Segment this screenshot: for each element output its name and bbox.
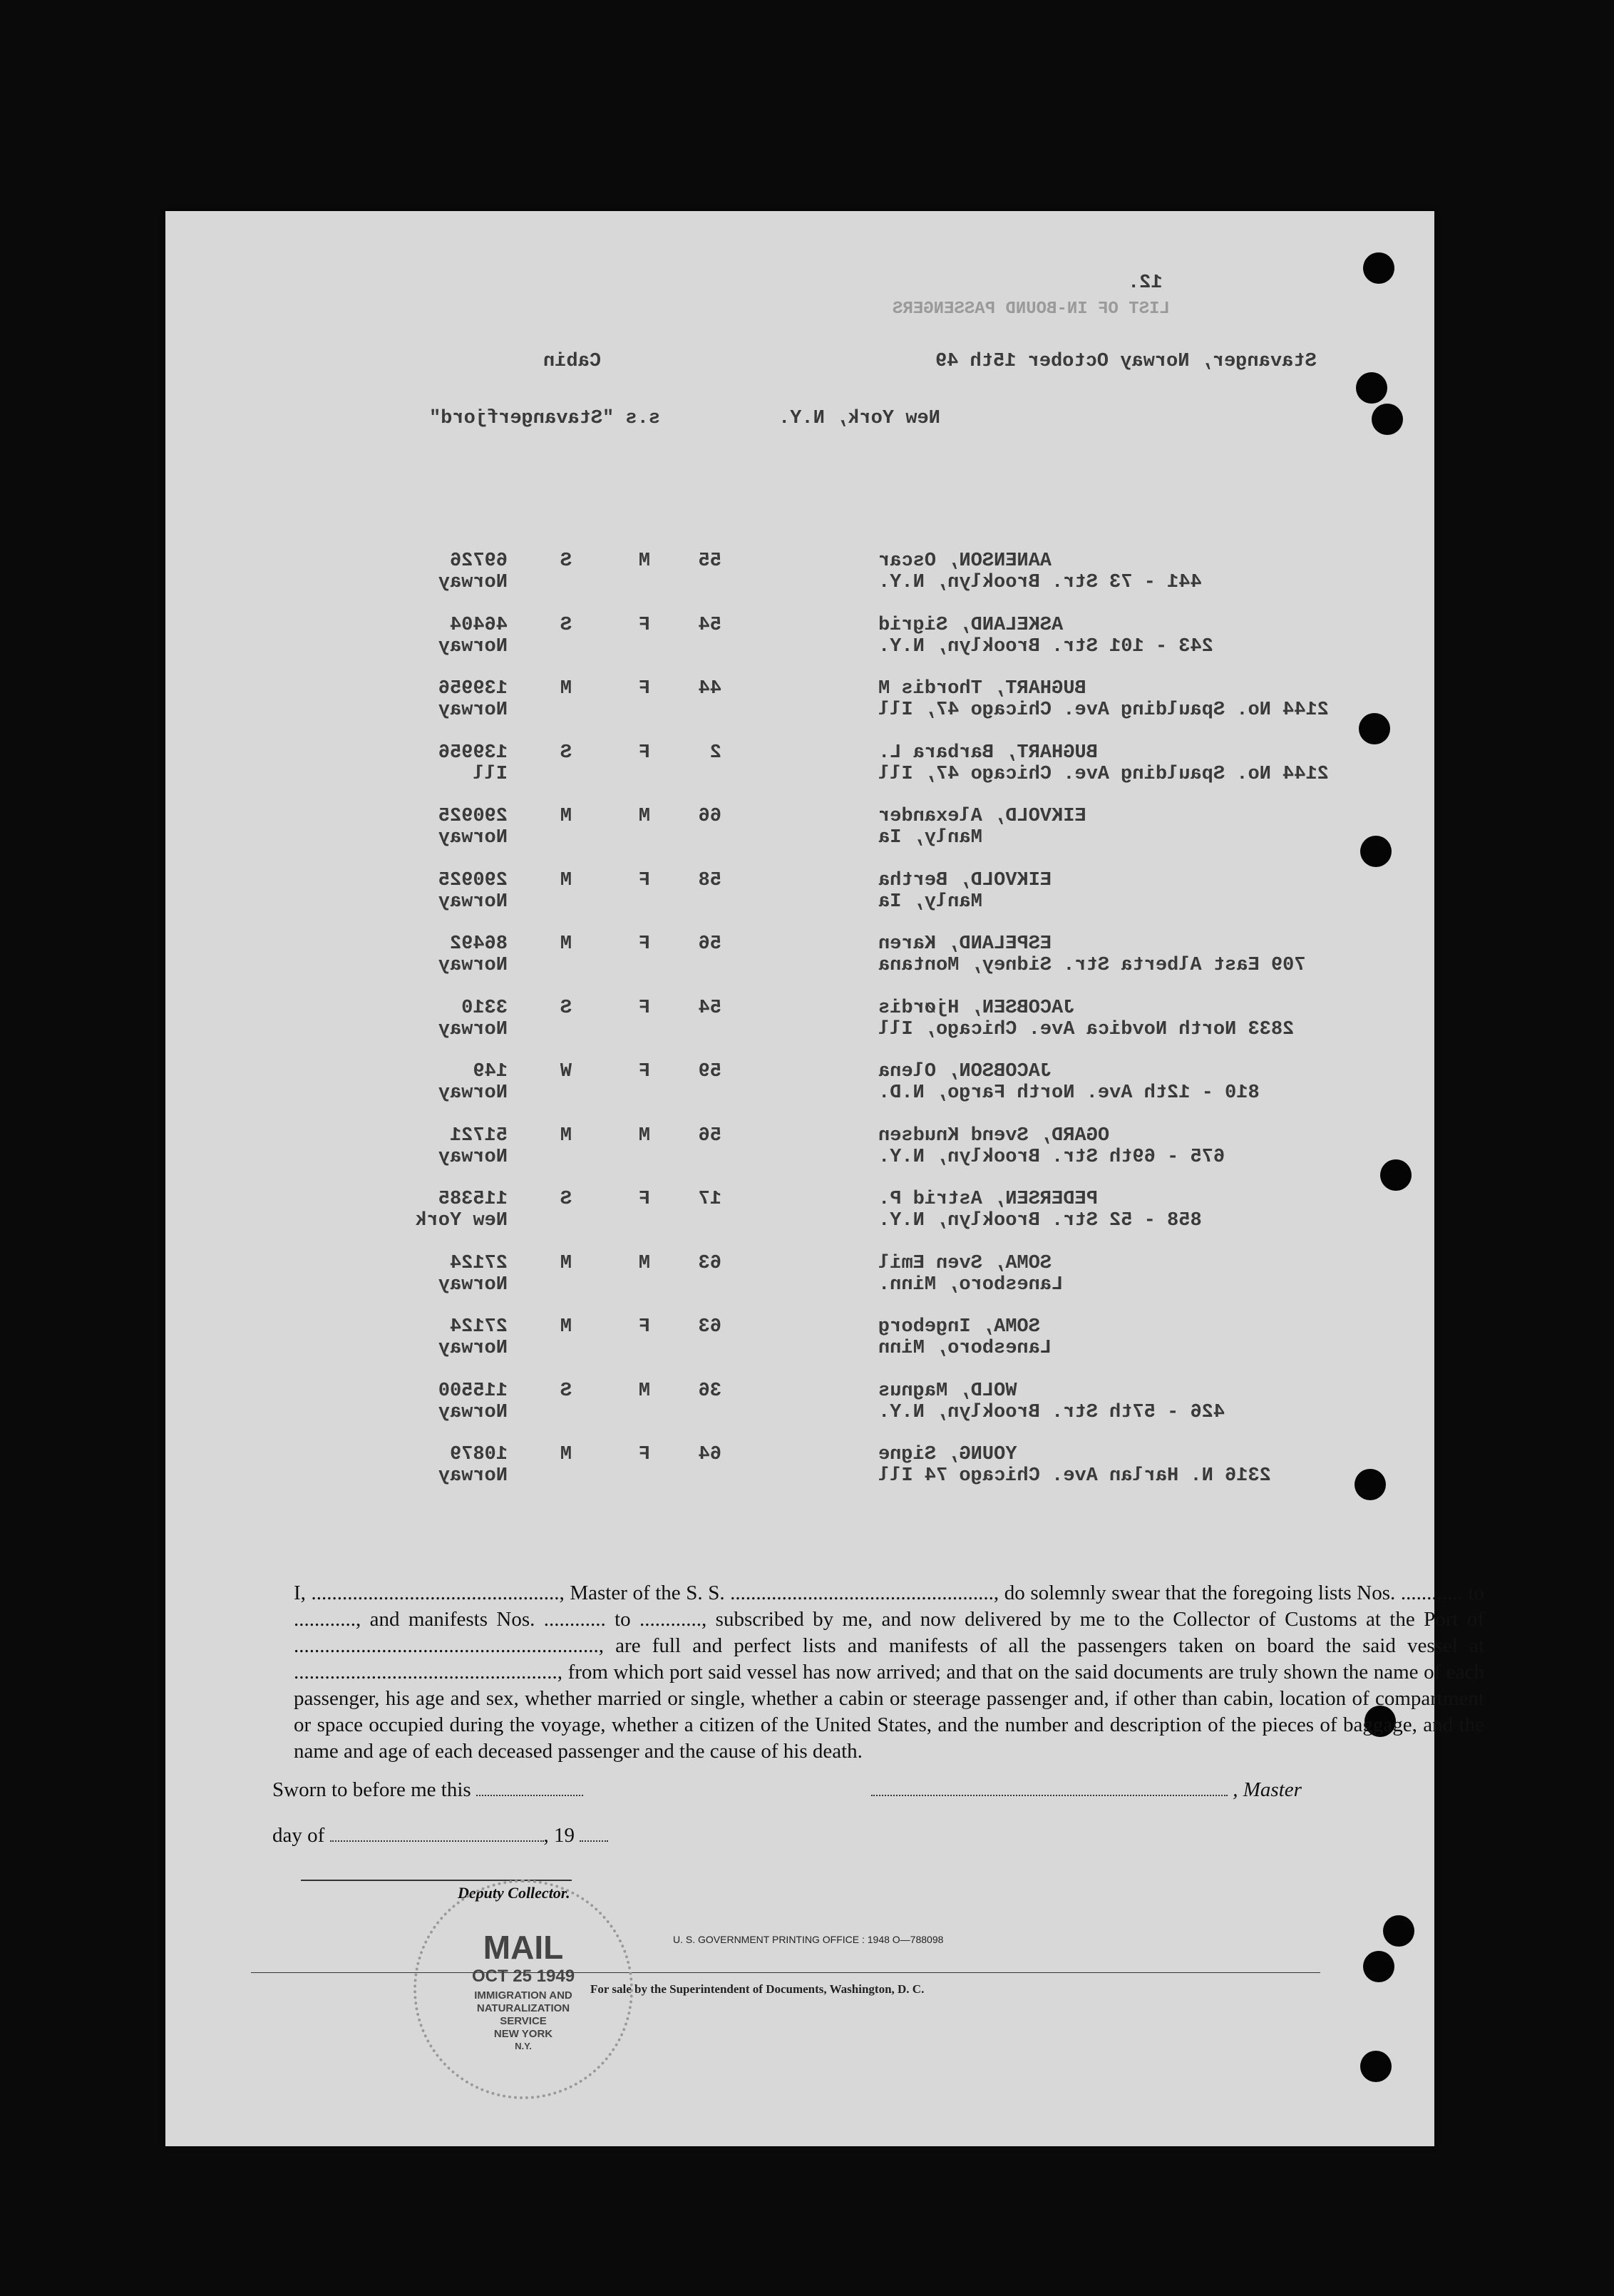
passenger-citizenship: Norway — [438, 1465, 508, 1487]
passenger-name: WOLD, Magnus — [878, 1380, 1017, 1402]
passenger-name: ESPELAND, Karen — [878, 933, 1052, 955]
passenger-number: 51721 — [449, 1124, 508, 1147]
master-oath-text: I, ................................................, Master of the S. S. ..................................................., do solemnly swear that the foregoing lists Nos. ............ to ............, and manifests Nos. ............ to ............, subscribed by me, and now delivered by me to the Collector of Customs at the Port of ..........................................................., are full and perfect lists and manifests of all the passengers taken on board the said vessel at ..................................................., from which port said vessel has now arrived; and that on the said documents are truly shown the name of each passenger, his age and sex, whether married or single, whether a cabin or steerage passenger and, if other than cabin, location of compartment or space occupied during the voyage, whether a citizen of the United States, and the number and description of the pieces of baggage, and the name and age of each deceased passenger and the cause of his death. — [294, 1582, 1484, 1763]
passenger-sex: M — [638, 1380, 650, 1402]
passenger-number: 69726 — [449, 550, 508, 572]
passenger-address: 2316 N. Harlan Ave. Chicago 74 Ill — [878, 1465, 1271, 1487]
for-sale-note: For sale by the Superintendent of Documents, Washington, D. C. — [590, 1982, 925, 1996]
passenger-number: 27124 — [449, 1316, 508, 1338]
passenger-status: M — [560, 1252, 572, 1274]
passenger-address: Lanesboro, Minn — [878, 1338, 1052, 1359]
passenger-sex: F — [638, 742, 650, 764]
passenger-number: 139956 — [438, 678, 508, 699]
passenger-status: S — [560, 997, 572, 1019]
passenger-citizenship: Norway — [438, 635, 508, 657]
passenger-citizenship: Norway — [438, 1338, 508, 1359]
printing-office-note: U. S. GOVERNMENT PRINTING OFFICE : 1948 O—788098 — [673, 1934, 944, 1945]
sworn-date-line — [476, 1779, 583, 1796]
stamp-date: OCT 25 1949 — [471, 1967, 575, 1986]
master-sig-line — [871, 1779, 1228, 1796]
passenger-address: 858 - 52 Str. Brooklyn, N.Y. — [878, 1210, 1202, 1231]
passenger-number: 86492 — [449, 933, 508, 955]
sworn-text: Sworn to before me this — [272, 1778, 471, 1801]
passenger-number: 290925 — [438, 806, 508, 827]
passenger-status: M — [560, 1124, 572, 1147]
passenger-citizenship: Norway — [438, 827, 508, 849]
stamp-line: N.Y. — [515, 2041, 532, 2051]
passenger-sex: F — [638, 1316, 650, 1338]
passenger-sex: F — [638, 614, 650, 636]
passenger-address: 810 - 12th Ave. North Fargo, N.D. — [878, 1082, 1260, 1104]
passenger-citizenship: Norway — [438, 891, 508, 913]
passenger-name: BUGHART, Barbara L. — [878, 742, 1098, 764]
passenger-name: YOUNG, Signe — [878, 1444, 1017, 1465]
passenger-name: ASKELAND, Sigrid — [878, 614, 1064, 636]
passenger-sex: M — [638, 550, 650, 572]
passenger-address: Lanesboro, Minn. — [878, 1273, 1064, 1296]
passenger-sex: F — [638, 1061, 650, 1082]
passenger-citizenship: Norway — [438, 1401, 508, 1423]
passenger-sex: F — [638, 869, 650, 891]
passenger-name: PEDERSEN, Astrid P. — [878, 1189, 1098, 1210]
passenger-name: EIKVOLD, Alexander — [878, 806, 1086, 827]
stamp-line: SERVICE — [500, 2015, 547, 2027]
passenger-number: 46404 — [449, 614, 508, 636]
passenger-status: M — [560, 869, 572, 891]
master-signature-line — [871, 1778, 1302, 1802]
passenger-number: 115500 — [438, 1380, 508, 1402]
stamp-mail: MAIL — [483, 1929, 564, 1966]
stamp-line: NATURALIZATION — [476, 2002, 570, 2014]
manifest-page — [165, 211, 1484, 2146]
passenger-sex: F — [638, 933, 650, 955]
punch-hole — [1360, 2051, 1392, 2082]
immigration-mail-stamp — [413, 1880, 633, 2099]
passenger-address: 426 - 57th Str. Brooklyn, N.Y. — [878, 1401, 1225, 1423]
passenger-address: 675 - 69th Str. Brooklyn, N.Y. — [878, 1146, 1225, 1168]
passenger-address: Manly, Ia — [878, 827, 982, 849]
passenger-citizenship: Norway — [438, 1082, 508, 1104]
passenger-address: 2144 No. Spaulding Ave. Chicago 47, Ill — [878, 699, 1329, 721]
passenger-sex: M — [638, 806, 650, 827]
punch-hole — [1360, 836, 1392, 867]
punch-hole — [1363, 1951, 1394, 1982]
bleed-through-text — [165, 211, 1434, 2146]
passenger-status: M — [560, 806, 572, 827]
passenger-age: 56 — [698, 933, 721, 955]
passenger-age: 44 — [698, 678, 721, 699]
passenger-status: M — [560, 1444, 572, 1465]
passenger-citizenship: New York — [415, 1210, 508, 1231]
punch-hole — [1383, 1915, 1414, 1947]
punch-hole — [1372, 404, 1403, 435]
passenger-name: JACOBSEN, Hjørdis — [878, 997, 1075, 1019]
punch-hole — [1363, 252, 1394, 284]
passenger-status: S — [560, 1189, 572, 1210]
passenger-age: 36 — [698, 1380, 721, 1402]
sworn-label — [272, 1778, 583, 1802]
stamp-line: IMMIGRATION AND — [474, 1989, 572, 2002]
passenger-status: W — [560, 1061, 572, 1082]
stamp-line: NEW YORK — [493, 2028, 553, 2040]
passenger-age: 63 — [698, 1316, 721, 1338]
passenger-name: SOMA, Sven Emil — [878, 1252, 1052, 1274]
passenger-age: 59 — [698, 1061, 721, 1082]
passenger-citizenship: Norway — [438, 955, 508, 976]
passenger-age: 64 — [698, 1444, 721, 1465]
passenger-name: OGARD, Svend Knudsen — [878, 1124, 1110, 1147]
day-line — [330, 1825, 544, 1842]
passenger-sex: F — [638, 678, 650, 699]
passenger-status: S — [560, 614, 572, 636]
passenger-number: 27124 — [449, 1252, 508, 1274]
punch-hole — [1355, 1469, 1386, 1500]
passenger-citizenship: Norway — [438, 1018, 508, 1040]
passenger-number: 139956 — [438, 742, 508, 764]
vessel-name: s.s "Stavangerfjord" — [429, 408, 661, 429]
passenger-status: S — [560, 742, 572, 764]
deputy-collector-label: Deputy Collector. — [458, 1884, 570, 1902]
passenger-address: 243 - 101 Str. Brooklyn, N.Y. — [878, 635, 1213, 657]
passenger-number: 290925 — [438, 869, 508, 891]
passenger-status: M — [560, 933, 572, 955]
departure-line: Stavanger, Norway October 15th 49 — [935, 351, 1317, 372]
passenger-citizenship: Norway — [438, 699, 508, 721]
passenger-address: 2833 North Novdica Ave. Chicago, Ill — [878, 1018, 1295, 1040]
day-of-label: day of — [272, 1824, 325, 1847]
passenger-age: 54 — [698, 614, 721, 636]
passenger-address: 441 - 73 Str. Brooklyn, N.Y. — [878, 572, 1202, 593]
passenger-age: 54 — [698, 997, 721, 1019]
passenger-name: SOMA, Ingeborg — [878, 1316, 1040, 1338]
passenger-age: 2 — [709, 742, 721, 764]
passenger-citizenship: Ill — [473, 763, 508, 785]
passenger-sex: M — [638, 1252, 650, 1274]
master-label: , Master — [1233, 1778, 1302, 1801]
passenger-number: 3310 — [461, 997, 508, 1019]
passenger-address: Manly, Ia — [878, 891, 982, 913]
punch-hole — [1359, 713, 1390, 744]
passenger-age: 63 — [698, 1252, 721, 1274]
passenger-age: 55 — [698, 550, 721, 572]
passenger-number: 115385 — [438, 1189, 508, 1210]
passenger-citizenship: Norway — [438, 1273, 508, 1296]
passenger-age: 66 — [698, 806, 721, 827]
passenger-sex: F — [638, 997, 650, 1019]
passenger-name: BUGHART, Thordis M — [878, 678, 1086, 699]
passenger-sex: F — [638, 1189, 650, 1210]
arrival-port: New York, N.Y. — [778, 408, 940, 429]
passenger-address: 709 East Alberta Str. Sidney, Montana — [878, 955, 1306, 976]
passenger-number: 10879 — [449, 1444, 508, 1465]
page-number: 12. — [1128, 272, 1163, 294]
passenger-age: 58 — [698, 869, 721, 891]
punch-hole — [1380, 1159, 1412, 1191]
year-line — [580, 1825, 608, 1842]
passenger-status: S — [560, 550, 572, 572]
passenger-status: M — [560, 678, 572, 699]
passenger-status: M — [560, 1316, 572, 1338]
passenger-sex: F — [638, 1444, 650, 1465]
passenger-status: S — [560, 1380, 572, 1402]
passenger-citizenship: Norway — [438, 1146, 508, 1168]
passenger-number: 149 — [473, 1061, 508, 1082]
day-of-line — [272, 1824, 608, 1847]
passenger-address: 2144 No. Spaulding Ave. Chicago 47, Ill — [878, 763, 1329, 785]
passenger-age: 56 — [698, 1124, 721, 1147]
year-label: , 19 — [543, 1824, 575, 1847]
passenger-name: AANENSON, Oscar — [878, 550, 1052, 572]
passenger-sex: M — [638, 1124, 650, 1147]
footer-rule — [251, 1972, 1320, 1973]
passenger-age: 17 — [698, 1189, 721, 1210]
punch-hole — [1356, 372, 1387, 404]
passenger-name: JACOBSON, Olena — [878, 1061, 1052, 1082]
passenger-name: EIKVOLD, Bertha — [878, 869, 1052, 891]
form-title: LIST OF IN-BOUND PASSENGERS — [893, 299, 1170, 319]
class-label: Cabin — [543, 351, 602, 372]
passenger-citizenship: Norway — [438, 572, 508, 593]
